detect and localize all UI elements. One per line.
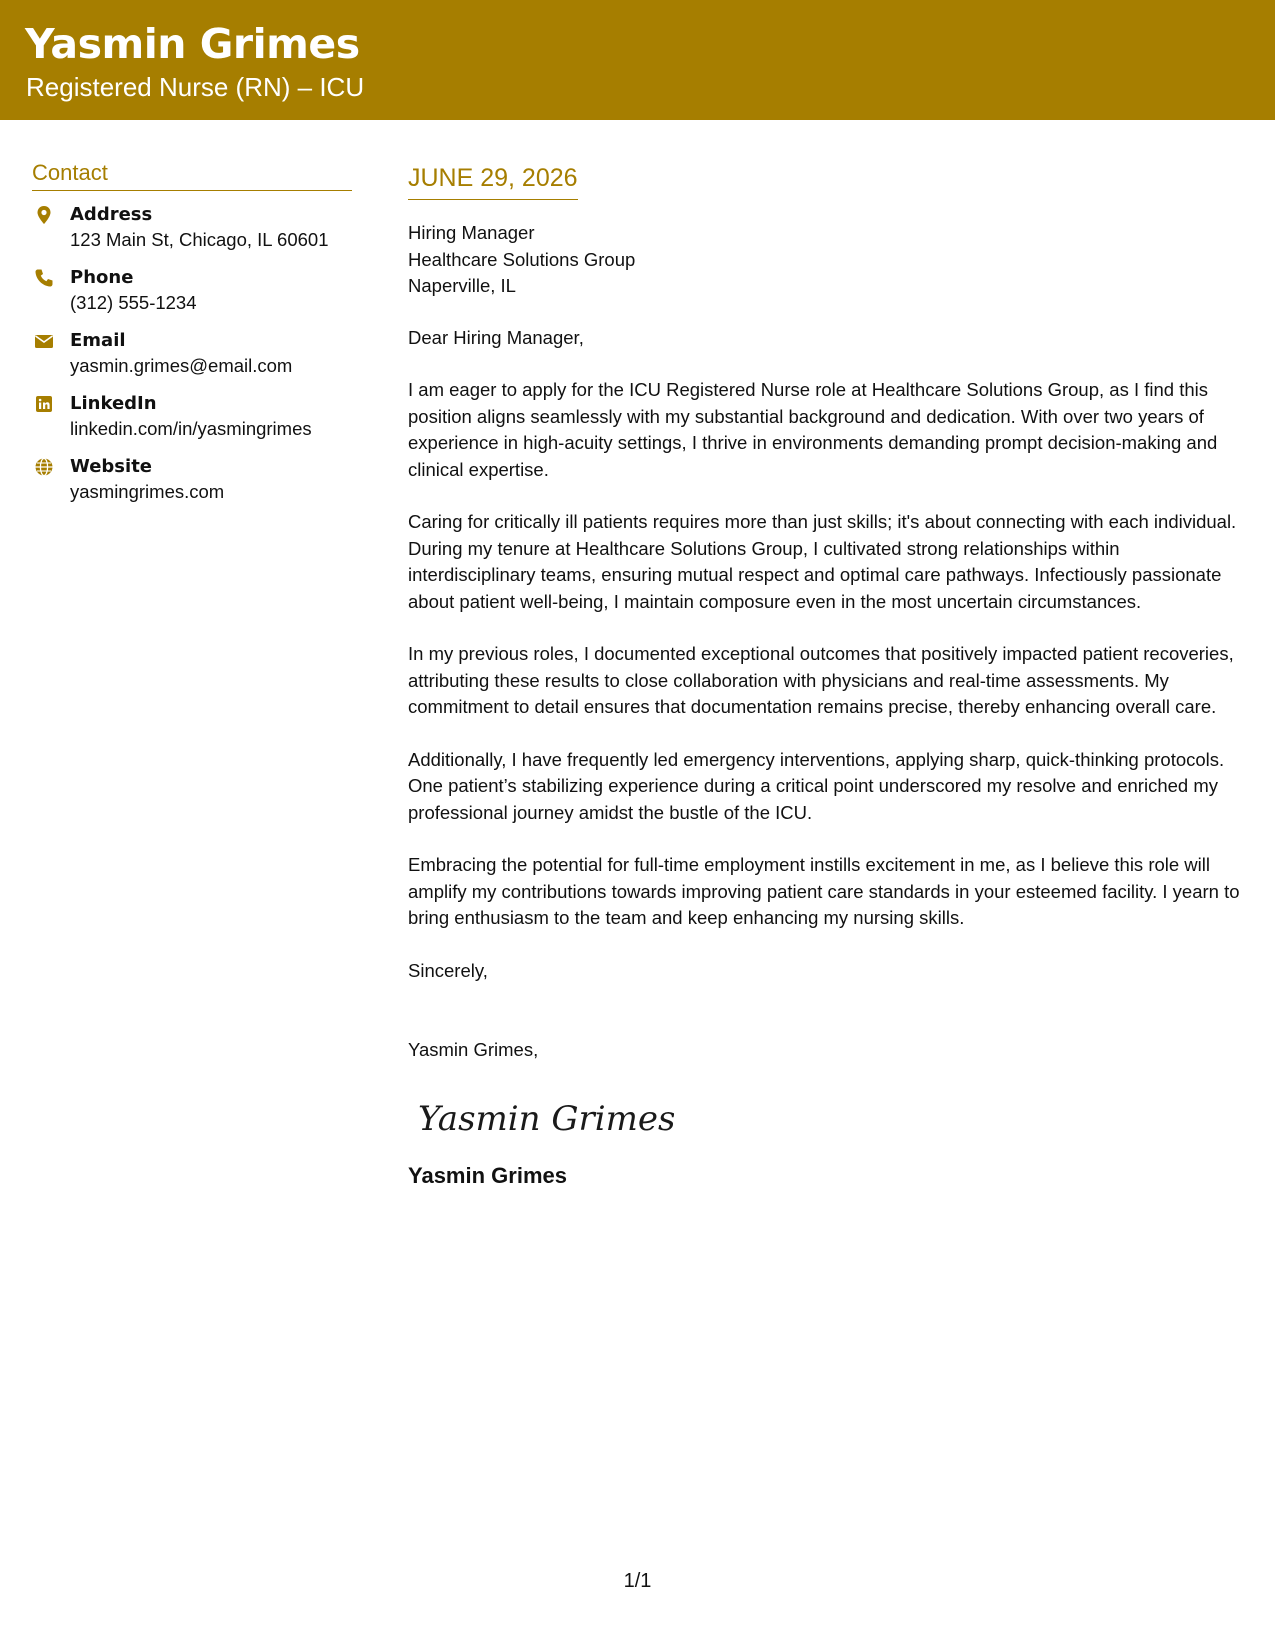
contact-item-phone (32, 266, 352, 329)
signoff-name: Yasmin Grimes, (408, 1039, 539, 1060)
contact-item-address (32, 203, 352, 266)
contact-sidebar (32, 160, 352, 518)
contact-label: Phone (70, 267, 134, 288)
contact-item-linkedin (32, 392, 352, 455)
envelope-icon (34, 331, 54, 351)
contact-item-email (32, 329, 352, 392)
candidate-role: Registered Nurse (RN) – ICU (26, 72, 365, 102)
email-value[interactable]: yasmin.grimes@email.com (70, 355, 293, 376)
letter-paragraph: Embracing the potential for full-time employment instills excitement in me, as I believe this role will amplify my contributions towards improving patient care standards in your esteemed facility. I yearn to bring enthusiasm to the team and keep enhancing my nursing skills. (408, 854, 1240, 928)
map-pin-icon (34, 205, 54, 225)
contact-section-title: Contact (32, 160, 352, 191)
recipient-block (408, 220, 1248, 300)
contact-item-website (32, 455, 352, 518)
recipient-line: Naperville, IL (408, 275, 516, 296)
address-value: 123 Main St, Chicago, IL 60601 (70, 229, 329, 250)
closing: Sincerely, (408, 959, 488, 981)
contact-label: LinkedIn (70, 393, 157, 414)
letter-paragraph: In my previous roles, I documented exceptional outcomes that positively impacted patient recoveries, attributing these results to close collaboration with physicians and real-time assessments. My commitment to detail ensures that documentation remains precise, thereby enhancing overall care. (408, 643, 1234, 717)
contact-list (32, 203, 352, 518)
contact-label: Address (70, 204, 153, 225)
candidate-name: Yasmin Grimes (25, 20, 360, 68)
website-value[interactable]: yasmingrimes.com (70, 481, 225, 502)
handwritten-signature (414, 1090, 674, 1150)
phone-icon (34, 268, 54, 288)
signature-name: Yasmin Grimes (408, 1162, 567, 1188)
page-number: 1/1 (623, 1570, 652, 1592)
linkedin-value[interactable]: linkedin.com/in/yasmingrimes (70, 418, 312, 439)
phone-value: (312) 555-1234 (70, 292, 197, 313)
letter-paragraph: I am eager to apply for the ICU Registered Nurse role at Healthcare Solutions Group, as I find this position aligns seamlessly with my substantial background and dedication. With over two years of experience in high-acuity settings, I thrive in environments demanding prompt decision-making and clinical expertise. (408, 379, 1218, 480)
globe-icon (34, 457, 54, 477)
recipient-line: Hiring Manager (408, 222, 535, 243)
letter-date: JUNE 29, 2026 (408, 164, 578, 200)
signature-text: Yasmin Grimes (418, 1098, 674, 1139)
contact-label: Email (70, 330, 126, 351)
recipient-line: Healthcare Solutions Group (408, 248, 636, 270)
letter-body (408, 164, 1248, 1190)
letter-paragraph: Additionally, I have frequently led emergency interventions, applying sharp, quick-thinking protocols. One patient’s stabilizing experience during a critical point underscored my resolve and enriched my professional journey amidst the bustle of the ICU. (408, 748, 1225, 823)
header-banner (0, 0, 1275, 120)
linkedin-icon (34, 394, 54, 414)
letter-paragraph: Caring for critically ill patients requires more than just skills; it's about connecting with each individual. During my tenure at Healthcare Solutions Group, I cultivated strong relationships within interdisciplinary teams, ensuring mutual respect and optimal care pathways. Infectiously passionate about patient well-being, I maintain composure even in the most uncertain circumstances. (408, 511, 1237, 612)
salutation: Dear Hiring Manager, (408, 326, 584, 348)
contact-label: Website (70, 456, 153, 477)
